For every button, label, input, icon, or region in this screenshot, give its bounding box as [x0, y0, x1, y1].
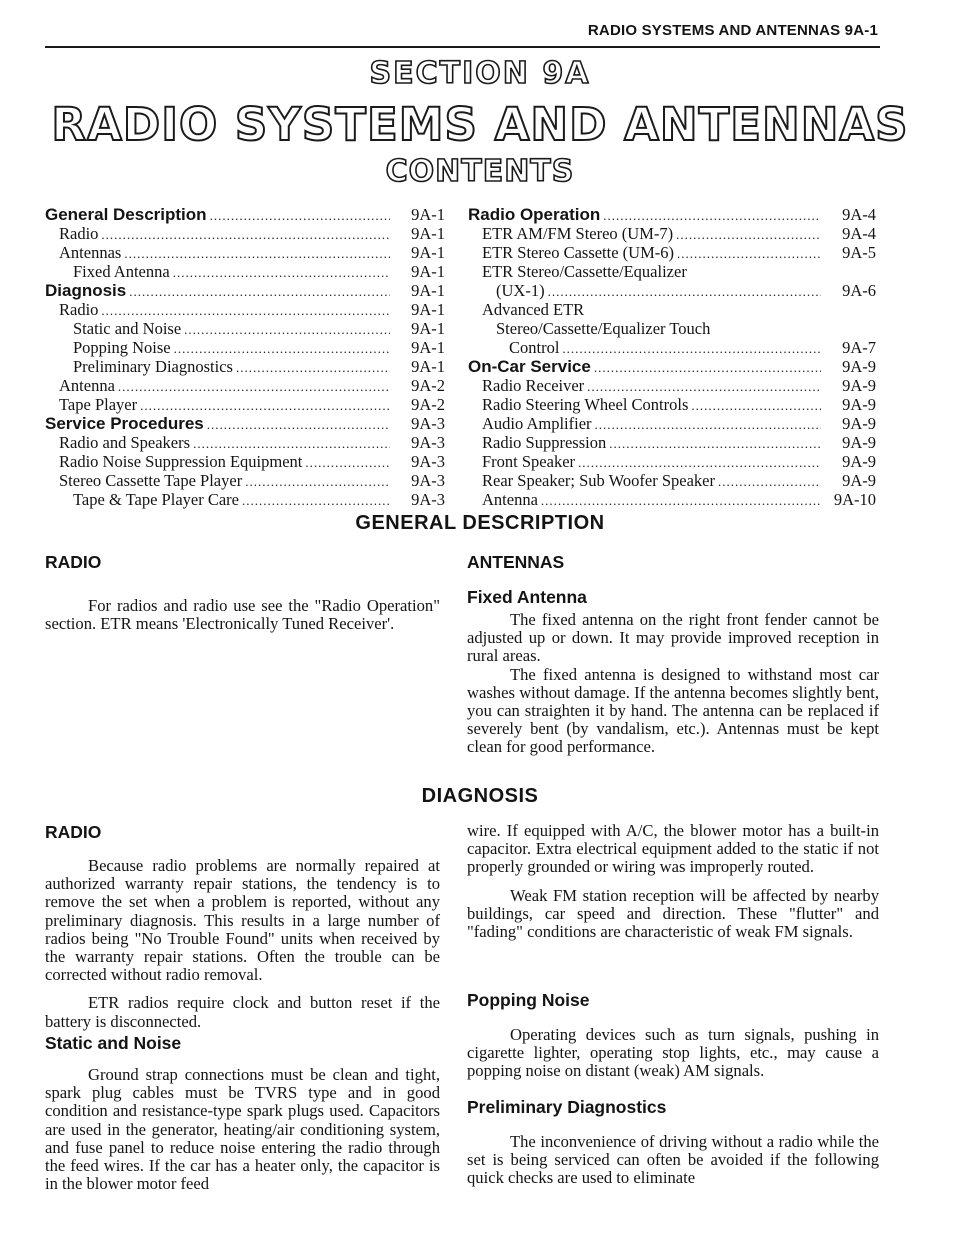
- toc-leader: [140, 396, 390, 415]
- toc-leader: [595, 415, 821, 434]
- toc-left-column: [45, 205, 445, 509]
- toc-label: Fixed Antenna: [73, 262, 170, 281]
- toc-entry[interactable]: [468, 376, 876, 395]
- contents-title: CONTENTS: [385, 154, 575, 189]
- toc-label: Radio Receiver: [482, 376, 585, 395]
- toc-leader: [578, 453, 821, 472]
- toc-label: Tape & Tape Player Care: [73, 490, 239, 509]
- toc-label: Antenna: [482, 490, 538, 509]
- toc-leader: [691, 396, 821, 415]
- toc-entry[interactable]: [45, 490, 445, 509]
- toc-entry[interactable]: [45, 452, 445, 471]
- diagnosis-right-text: [467, 822, 879, 941]
- toc-page: 9A-3: [411, 433, 445, 452]
- toc-entry[interactable]: [468, 490, 876, 509]
- toc-entry[interactable]: [45, 433, 445, 452]
- toc-label: Radio: [59, 224, 99, 243]
- paragraph: Weak FM station reception will be affected by nearby buildings, car speed and direction. These "flutter" and "fading" conditions are characteristic of weak FM signals.: [467, 885, 879, 942]
- toc-leader: [562, 339, 821, 358]
- diagnosis-radio-heading: RADIO: [45, 822, 102, 842]
- toc-label: Radio Noise Suppression Equipment: [59, 452, 303, 471]
- toc-page: 9A-1: [411, 300, 445, 319]
- toc-entry[interactable]: [468, 395, 876, 414]
- radio-description: [45, 597, 440, 633]
- toc-page: 9A-2: [411, 395, 445, 414]
- toc-label: Service Procedures: [45, 414, 204, 433]
- preliminary-diagnostics-heading: Preliminary Diagnostics: [467, 1097, 667, 1117]
- toc-label: Antenna: [59, 376, 115, 395]
- paragraph: The fixed antenna is designed to withstand most car washes without damage. If the antenna becomes slightly bent, you can straighten it by hand. The antenna can be replaced if severely bent (by vandalism, etc.). Antennas must be kept clean for good performance.: [467, 664, 879, 757]
- toc-page: 9A-1: [411, 338, 445, 357]
- toc-leader: [594, 358, 821, 377]
- toc-entry[interactable]: [45, 243, 445, 262]
- toc-entry[interactable]: [468, 243, 876, 262]
- toc-entry[interactable]: [45, 262, 445, 281]
- toc-label: Control: [509, 338, 560, 357]
- toc-page: 9A-9: [842, 357, 876, 376]
- toc-entry[interactable]: [45, 300, 445, 319]
- toc-page: 9A-4: [842, 224, 876, 243]
- toc-label: Popping Noise: [73, 338, 171, 357]
- section-label: SECTION 9A: [369, 56, 591, 91]
- toc-label: Preliminary Diagnostics: [73, 357, 233, 376]
- toc-entry[interactable]: [45, 376, 445, 395]
- toc-page: 9A-3: [411, 490, 445, 509]
- toc-label: ETR AM/FM Stereo (UM-7): [482, 224, 674, 243]
- toc-leader: [207, 415, 390, 434]
- toc-label: On-Car Service: [468, 357, 591, 376]
- toc-leader: [173, 263, 390, 282]
- toc-page: 9A-9: [842, 452, 876, 471]
- toc-entry[interactable]: [468, 224, 876, 243]
- paragraph: The inconvenience of driving without a radio while the set is being serviced can often be avoided if the following quick checks are used to eliminate: [467, 1132, 879, 1188]
- toc-page: 9A-4: [842, 205, 876, 224]
- toc-leader: [236, 358, 390, 377]
- toc-leader: [609, 434, 821, 453]
- toc-label: Stereo/Cassette/Equalizer Touch: [496, 319, 711, 338]
- toc-leader: [174, 339, 390, 358]
- toc-page: 9A-9: [842, 414, 876, 433]
- toc-label: Front Speaker: [482, 452, 576, 471]
- fixed-antenna-text: [467, 611, 879, 757]
- toc-leader: [587, 377, 821, 396]
- toc-leader: [676, 225, 821, 244]
- toc-leader: [184, 320, 390, 339]
- toc-page: 9A-1: [411, 319, 445, 338]
- toc-entry[interactable]: [468, 414, 876, 433]
- toc-leader: [118, 377, 390, 396]
- toc-label: General Description: [45, 205, 207, 224]
- toc-entry[interactable]: [45, 414, 445, 433]
- chapter-title: RADIO SYSTEMS AND ANTENNAS: [51, 98, 909, 151]
- toc-label: Radio Operation: [468, 205, 601, 224]
- toc-page: 9A-9: [842, 471, 876, 490]
- paragraph: ETR radios require clock and button reset if the battery is disconnected.: [45, 993, 440, 1031]
- toc-entry[interactable]: [468, 452, 876, 471]
- toc-label: Audio Amplifier: [482, 414, 592, 433]
- toc-page: 9A-2: [411, 376, 445, 395]
- toc-page: 9A-1: [411, 262, 445, 281]
- toc-label: ETR Stereo/Cassette/Equalizer: [482, 262, 687, 281]
- toc-page: 9A-1: [411, 281, 445, 300]
- toc-page: 9A-1: [411, 357, 445, 376]
- toc-leader: [603, 206, 821, 225]
- toc-page: 9A-6: [842, 281, 876, 300]
- toc-label: Radio: [59, 300, 99, 319]
- toc-label: Radio Suppression: [482, 433, 607, 452]
- toc-page: 9A-3: [411, 471, 445, 490]
- general-description-heading: GENERAL DESCRIPTION: [355, 512, 605, 534]
- toc-entry[interactable]: [45, 224, 445, 243]
- toc-leader: [718, 472, 821, 491]
- toc-page: 9A-10: [833, 490, 876, 509]
- toc-entry[interactable]: [45, 319, 445, 338]
- running-head: RADIO SYSTEMS AND ANTENNAS 9A-1: [587, 22, 878, 39]
- toc-entry[interactable]: [468, 281, 876, 300]
- toc-label: Antennas: [59, 243, 122, 262]
- toc-page: 9A-1: [411, 224, 445, 243]
- toc-leader: [101, 225, 390, 244]
- antennas-heading: ANTENNAS: [467, 552, 565, 572]
- radio-heading: RADIO: [45, 552, 102, 572]
- toc-leader: [242, 491, 390, 510]
- paragraph: wire. If equipped with A/C, the blower motor has a built-in capacitor. Extra electrical equipment added to the static if not properly grounded or wiring was improperly routed.: [467, 821, 879, 877]
- toc-leader: [548, 282, 821, 301]
- toc-label: Tape Player: [59, 395, 138, 414]
- toc-entry[interactable]: [45, 395, 445, 414]
- toc-label: Radio and Speakers: [59, 433, 191, 452]
- toc-page: 9A-1: [411, 205, 445, 224]
- toc-entry[interactable]: [468, 262, 876, 281]
- toc-leader: [210, 206, 390, 225]
- toc-entry[interactable]: [45, 205, 445, 224]
- toc-entry[interactable]: [45, 338, 445, 357]
- toc-right-column: [468, 205, 876, 509]
- toc-entry[interactable]: [45, 471, 445, 490]
- toc-leader: [305, 453, 390, 472]
- fixed-antenna-heading: Fixed Antenna: [467, 587, 587, 607]
- toc-entry[interactable]: [468, 205, 876, 224]
- diagnosis-heading: DIAGNOSIS: [421, 785, 539, 807]
- toc-leader: [193, 434, 390, 453]
- toc-label: Diagnosis: [45, 281, 127, 300]
- static-noise-heading: Static and Noise: [45, 1033, 182, 1053]
- toc-entry[interactable]: [468, 433, 876, 452]
- toc-leader: [541, 491, 821, 510]
- toc-page: 9A-9: [842, 376, 876, 395]
- toc-page: 9A-3: [411, 414, 445, 433]
- popping-noise-heading: Popping Noise: [467, 990, 590, 1010]
- toc-page: 9A-7: [842, 338, 876, 357]
- toc-label: Rear Speaker; Sub Woofer Speaker: [482, 471, 715, 490]
- toc-leader: [129, 282, 390, 301]
- toc-page: 9A-5: [842, 243, 876, 262]
- toc-entry[interactable]: [468, 357, 876, 376]
- toc-leader: [677, 244, 821, 263]
- toc-page: 9A-3: [411, 452, 445, 471]
- toc-entry[interactable]: [468, 319, 876, 338]
- preliminary-diagnostics-text: [467, 1133, 879, 1188]
- toc-leader: [245, 472, 390, 491]
- toc-label: (UX-1): [496, 281, 545, 300]
- paragraph: Because radio problems are normally repaired at authorized warranty repair stations, the tendency is to remove the set when a problem is reported, without any preliminary diagnosis. This results in a large number of radios being "No Trouble Found" units when received by the warranty repair stations. Often the trouble can be corrected without radio removal.: [45, 856, 440, 985]
- paragraph: Operating devices such as turn signals, pushing in cigarette lighter, operating stop lights, etc., may cause a popping noise on distant (weak) AM signals.: [467, 1025, 879, 1081]
- header-rule: [45, 46, 880, 48]
- toc-entry[interactable]: [468, 300, 876, 319]
- static-noise-text: [45, 1066, 440, 1193]
- popping-noise-text: [467, 1026, 879, 1081]
- toc-label: Radio Steering Wheel Controls: [482, 395, 689, 414]
- paragraph: Ground strap connections must be clean and tight, spark plug cables must be TVRS type and in good condition and resistance-type spark plugs used. Capacitors are used in the generator, heating/air conditioning system, and fuse panel to reduce noise entering the radio through the feed wires. If the car has a heater only, the capacitor is in the blower motor feed: [45, 1065, 440, 1194]
- toc-leader: [101, 301, 390, 320]
- toc-label: Stereo Cassette Tape Player: [59, 471, 243, 490]
- paragraph: The fixed antenna on the right front fender cannot be adjusted up or down. It may provide improved reception in rural areas.: [467, 610, 879, 666]
- toc-entry[interactable]: [468, 471, 876, 490]
- toc-label: Advanced ETR: [482, 300, 585, 319]
- toc-page: 9A-1: [411, 243, 445, 262]
- toc-label: Static and Noise: [73, 319, 182, 338]
- toc-page: 9A-9: [842, 433, 876, 452]
- toc-label: ETR Stereo Cassette (UM-6): [482, 243, 674, 262]
- toc-entry[interactable]: [468, 338, 876, 357]
- paragraph: For radios and radio use see the "Radio Operation" section. ETR means 'Electronically Tuned Receiver'.: [45, 596, 440, 634]
- toc-entry[interactable]: [45, 357, 445, 376]
- toc-page: 9A-9: [842, 395, 876, 414]
- toc-entry[interactable]: [45, 281, 445, 300]
- toc-leader: [124, 244, 390, 263]
- diagnosis-radio-text: [45, 857, 440, 1031]
